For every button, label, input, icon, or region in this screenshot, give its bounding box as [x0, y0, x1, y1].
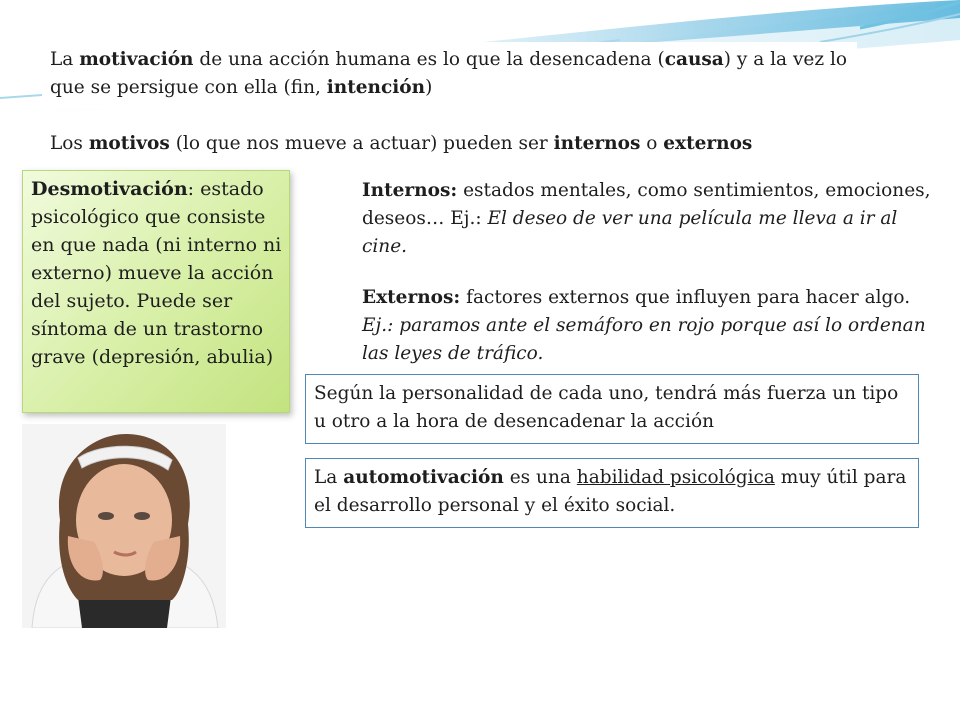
- automotivacion-box: La automotivación es una habilidad psicológica muy útil para el desarrollo personal y el éxito social.: [305, 458, 919, 528]
- desmotivacion-note: Desmotivación: estado psicológico que consiste en que nada (ni interno ni externo) mueve la acción del sujeto. Puede ser síntoma de un trastorno grave (depresión, abulia): [22, 170, 290, 413]
- intro-paragraph: La motivación de una acción humana es lo que la desencadena (causa) y a la vez lo que se persigue con ella (fin, intención): [42, 42, 857, 108]
- bored-girl-photo: [22, 424, 226, 628]
- personalidad-box: Según la personalidad de cada uno, tendrá más fuerza un tipo u otro a la hora de desencadenar la acción: [305, 374, 919, 444]
- internos-paragraph: Internos: estados mentales, como sentimientos, emociones, deseos… Ej.: El deseo de ver una película me lleva a ir al cine.: [362, 180, 931, 257]
- externos-paragraph: Externos: factores externos que influyen para hacer algo. Ej.: paramos ante el semáforo en rojo porque así lo ordenan las leyes de tráfico.: [362, 287, 926, 364]
- motivos-paragraph: Los motivos (lo que nos mueve a actuar) pueden ser internos o externos: [50, 133, 753, 154]
